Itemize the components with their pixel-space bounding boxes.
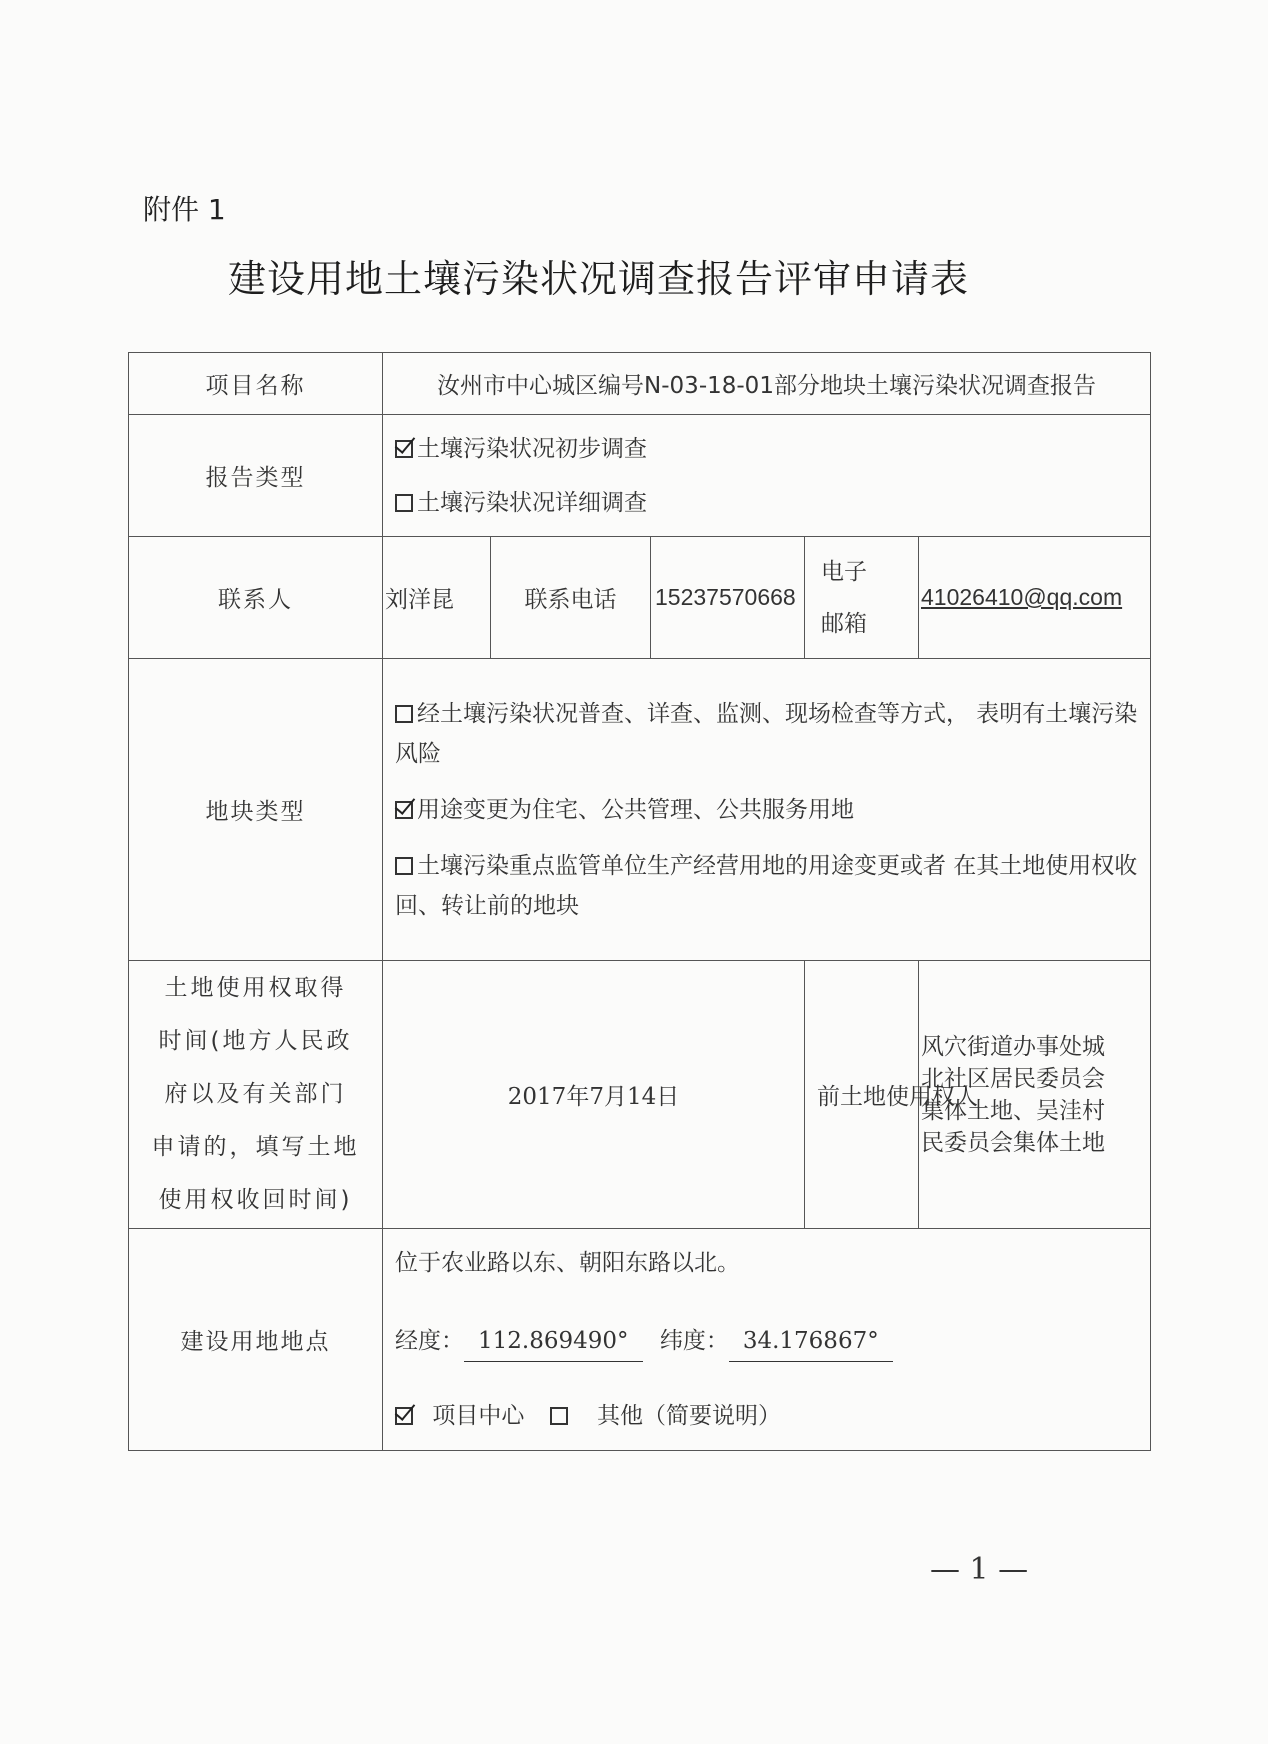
report-type-options — [383, 415, 1151, 537]
land-option-risk[interactable]: 经土壤污染状况普查、详查、监测、现场检查等方式， 表明有土壤污染风险 — [395, 700, 1138, 767]
row-project-name — [129, 353, 1151, 415]
row-report-type — [129, 415, 1151, 537]
contact-label: 联系人 — [129, 537, 383, 659]
email-link[interactable]: 41026410@qq.com — [921, 584, 1123, 610]
land-option-key-supervision[interactable]: 土壤污染重点监管单位生产经营用地的用途变更或者 在其土地使用权收回、转让前的地块 — [395, 852, 1138, 919]
longitude-value: 112.869490° — [464, 1321, 643, 1362]
latitude-value: 34.176867° — [729, 1321, 893, 1362]
land-type-label: 地块类型 — [129, 659, 383, 961]
land-use-right-label: 土地使用权取得 时间(地方人民政 府以及有关部门 申请的，填写土地 使用权收回时间) — [129, 961, 383, 1229]
checkbox-icon[interactable] — [395, 1407, 413, 1425]
location-coordinates: 经度： 112.869490° 纬度： 34.176867° — [395, 1321, 1138, 1362]
checkbox-icon[interactable] — [395, 494, 413, 512]
land-option-residential[interactable]: 用途变更为住宅、公共管理、公共服务用地 — [395, 790, 1138, 830]
email-value — [919, 537, 1151, 659]
project-name-value: 汝州市中心城区编号N-03-18-01部分地块土壤污染状况调查报告 — [383, 353, 1151, 415]
checkbox-icon[interactable] — [550, 1407, 568, 1425]
location-details — [383, 1229, 1151, 1451]
land-use-date: 2017年7月14日 — [383, 961, 805, 1229]
contact-name: 刘洋昆 — [383, 537, 491, 659]
phone-value: 15237570668 — [651, 537, 805, 659]
row-location — [129, 1229, 1151, 1451]
prev-holder-value: 风穴街道办事处城 北社区居民委员会 集体土地、吴洼村 民委员会集体土地 — [919, 961, 1151, 1229]
report-type-label: 报告类型 — [129, 415, 383, 537]
report-option-preliminary[interactable]: 土壤污染状况初步调查 — [395, 429, 1138, 469]
location-point-options: 项目中心 其他（简要说明） — [395, 1396, 1138, 1436]
land-type-options — [383, 659, 1151, 961]
report-option-detailed[interactable]: 土壤污染状况详细调查 — [395, 483, 1138, 523]
email-label: 电子 邮箱 — [805, 537, 919, 659]
page-number: — 1 — — [930, 1552, 1029, 1587]
row-land-use-right — [129, 961, 1151, 1229]
row-land-type — [129, 659, 1151, 961]
phone-label: 联系电话 — [491, 537, 651, 659]
row-contact — [129, 537, 1151, 659]
project-name-label: 项目名称 — [129, 353, 383, 415]
checkbox-icon[interactable] — [395, 440, 413, 458]
location-address: 位于农业路以东、朝阳东路以北。 — [395, 1250, 740, 1276]
prev-holder-label: 前土地使用权人 — [805, 961, 919, 1229]
location-label: 建设用地地点 — [129, 1229, 383, 1451]
checkbox-icon[interactable] — [395, 801, 413, 819]
checkbox-icon[interactable] — [395, 857, 413, 875]
checkbox-icon[interactable] — [395, 705, 413, 723]
form-title: 建设用地土壤污染状况调查报告评审申请表 — [228, 257, 970, 301]
application-form-table — [128, 352, 1151, 1451]
attachment-label: 附件 1 — [143, 193, 226, 226]
